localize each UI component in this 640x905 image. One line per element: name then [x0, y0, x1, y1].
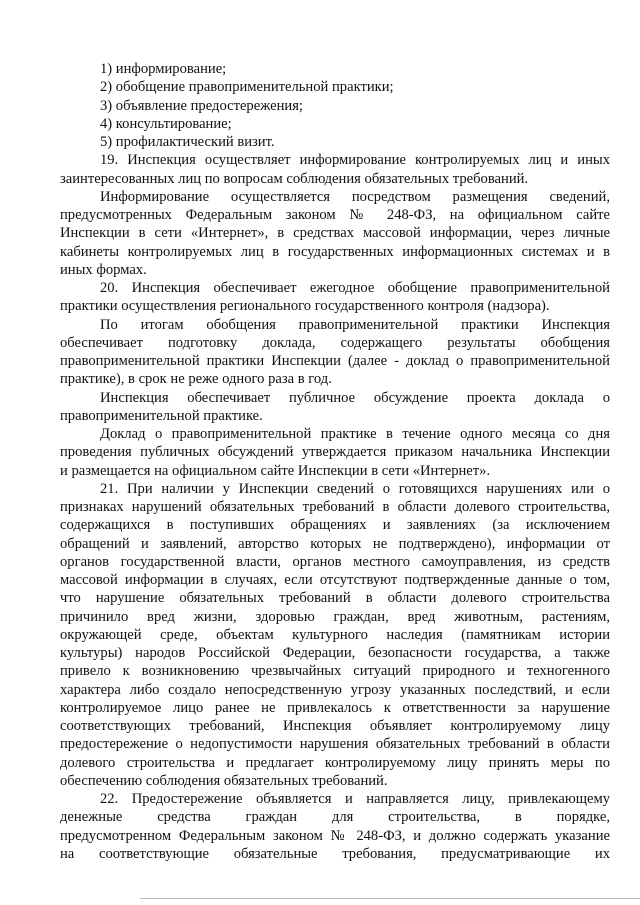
- text-line: 5) профилактический визит.: [100, 134, 275, 150]
- text-line: органов государственной власти, органов местного самоуправления, из средств: [60, 553, 610, 570]
- text-line: иных формах.: [60, 261, 147, 278]
- text-line: культуры) народов Российской Федерации, безопасности государства, а также: [60, 645, 610, 661]
- document-body: [60, 60, 610, 863]
- text-line: предусмотренных Федеральным законом № 248-ФЗ, на официальном сайте: [60, 207, 610, 223]
- text-line: Доклад о правоприменительной практике в течение одного месяца со дня: [100, 426, 610, 442]
- text-line: 1) информирование;: [100, 61, 227, 77]
- text-line: 20. Инспекция обеспечивает ежегодное обобщение правоприменительной: [100, 280, 610, 296]
- text-line: на соответствующие обязательные требования, предусматривающие их: [60, 845, 610, 862]
- text-line: 21. При наличии у Инспекции сведений о готовящихся нарушениях или о: [100, 480, 610, 497]
- text-line: что нарушение обязательных требований в области долевого строительства: [60, 590, 610, 607]
- text-line: обеспечивает подготовку доклада, содержащего результаты обобщения: [60, 334, 610, 351]
- text-line: обеспечению соблюдения обязательных требований.: [60, 772, 388, 789]
- text-line: окружающей среде, объектам культурного наследия (памятникам истории: [60, 626, 610, 643]
- text-line: заинтересованных лиц по вопросам соблюдения обязательных требований.: [60, 170, 529, 187]
- text-line: 2) обобщение правоприменительной практики;: [100, 79, 394, 96]
- text-line: соответствующих требований, Инспекция объявляет контролируемому лицу: [60, 718, 610, 734]
- text-line: признаках нарушений обязательных требований в области долевого строительства,: [60, 499, 610, 515]
- text-line: кабинеты контролируемых лиц в государственных информационных системах и в: [60, 243, 610, 260]
- text-line: правоприменительной практике.: [60, 407, 263, 424]
- text-line: и размещается на официальном сайте Инспекции в сети «Интернет».: [60, 462, 491, 479]
- text-line: 22. Предостережение объявляется и направляется лицу, привлекающему: [100, 791, 610, 807]
- bottom-scan-edge: [140, 898, 640, 899]
- text-line: предусмотренном Федеральным законом № 248-ФЗ, и должно содержать указание: [60, 827, 610, 844]
- text-line: Инспекция обеспечивает публичное обсуждение проекта доклада о: [100, 389, 610, 406]
- text-line: практики осуществления регионального государственного контроля (надзора).: [60, 298, 550, 315]
- text-line: Информирование осуществляется посредством размещения сведений,: [100, 188, 610, 205]
- text-line: обращений и заявлений, авторство которых не подтверждено), информации от: [60, 535, 610, 552]
- text-line: По итогам обобщения правоприменительной практики Инспекция: [100, 316, 610, 333]
- text-line: 3) объявление предостережения;: [100, 97, 303, 114]
- text-line: практике), в срок не реже одного раза в год.: [60, 371, 332, 388]
- text-line: денежные средства граждан для строительства, в порядке,: [60, 809, 610, 826]
- text-line: Инспекции в сети «Интернет», в средствах массовой информации, через личные: [60, 225, 610, 242]
- text-line: проведения публичных обсуждений утверждается приказом начальника Инспекции: [60, 444, 610, 461]
- text-line: 19. Инспекция осуществляет информирование контролируемых лиц и иных: [100, 152, 610, 169]
- text-line: правоприменительной практики Инспекции (далее - доклад о правоприменительной: [60, 353, 610, 369]
- text-line: контролируемое лицо ранее не привлекалось к ответственности за нарушение: [60, 699, 610, 716]
- text-line: предостережение о недопустимости нарушения обязательных требований в области: [60, 736, 610, 753]
- text-line: характера либо создало непосредственную угрозу указанных последствий, и если: [60, 681, 610, 698]
- text-line: привело к возникновению чрезвычайных ситуаций природного и техногенного: [60, 663, 610, 680]
- text-line: массовой информации в случаях, если отсутствуют подтвержденные данные о том,: [60, 572, 610, 588]
- text-line: содержащихся в поступивших обращениях и заявлениях (за исключением: [60, 517, 610, 534]
- text-line: причинило вред жизни, здоровью граждан, вред животным, растениям,: [60, 608, 610, 625]
- text-line: 4) консультирование;: [100, 115, 232, 132]
- text-line: долевого строительства и предлагает контролируемому лицу принять меры по: [60, 754, 610, 771]
